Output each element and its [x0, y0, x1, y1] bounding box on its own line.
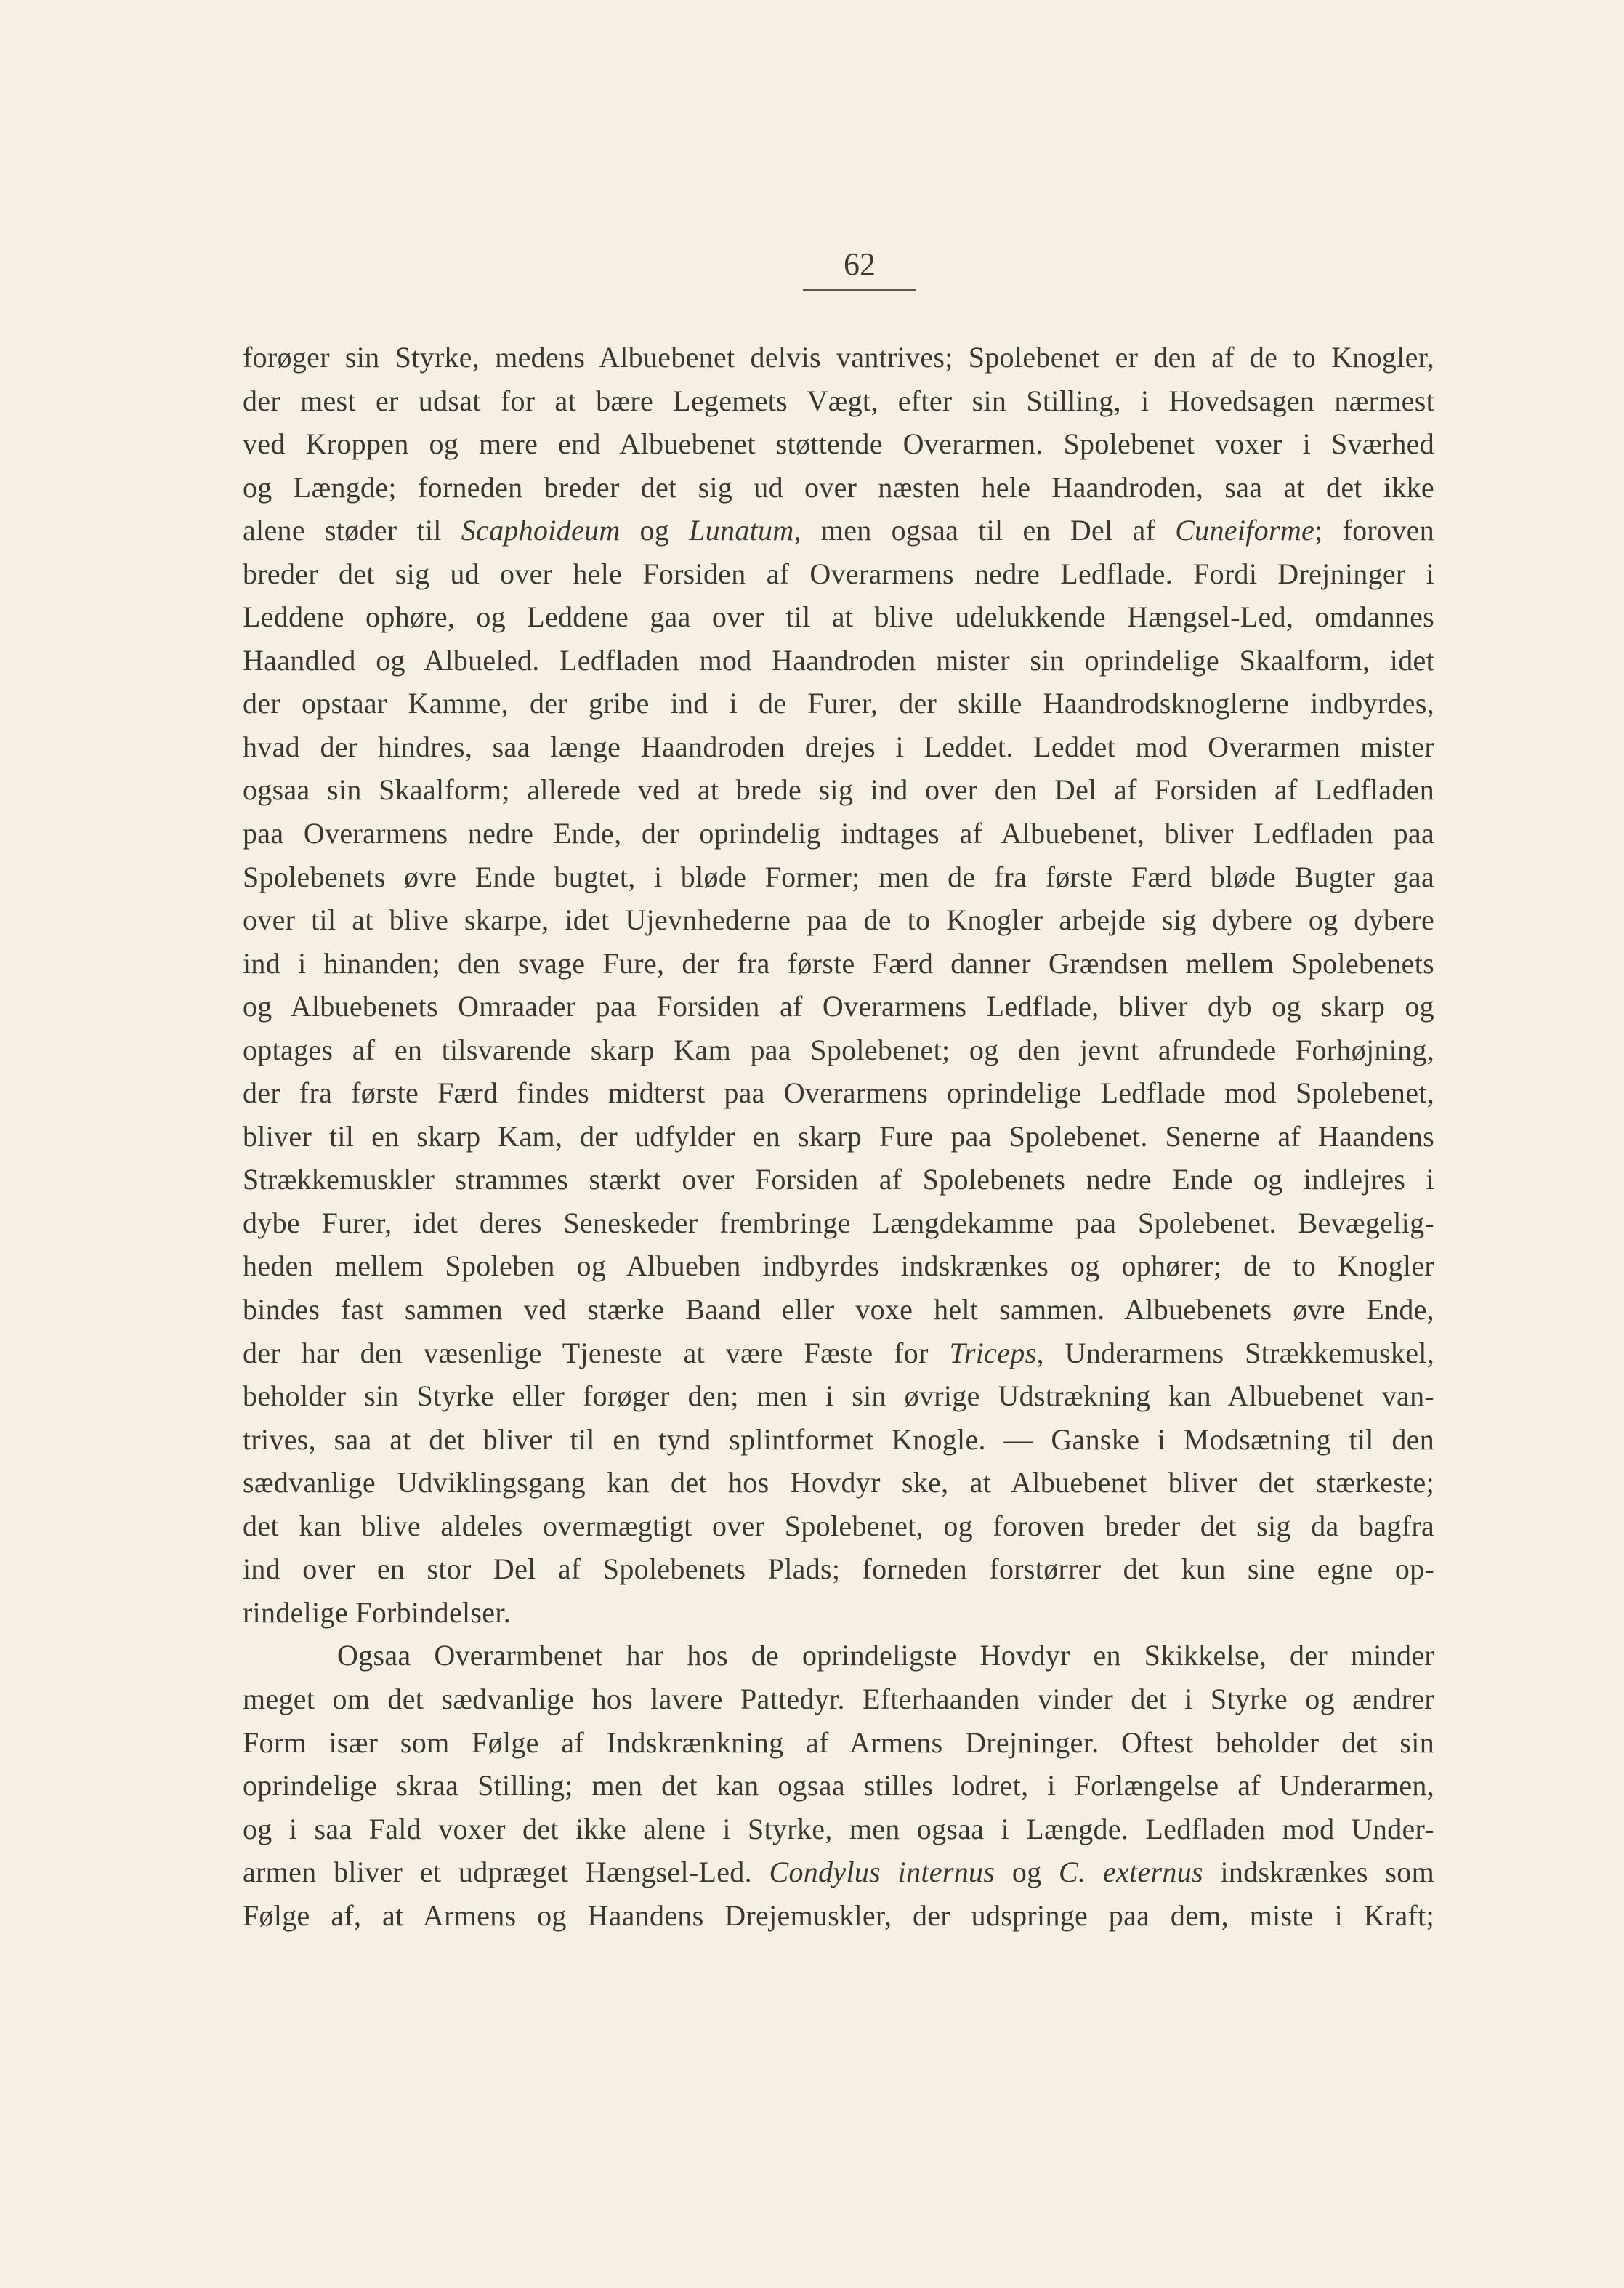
- text-line: [243, 379, 1434, 423]
- text-line: [243, 1547, 1434, 1591]
- text-line: [243, 1591, 1434, 1635]
- page-number-rule: [803, 289, 916, 291]
- text-segment: meget om det sædvanlige hos lavere Pattedyr. Efterhaanden vinder det i Styrke og ændrer: [243, 1682, 1434, 1715]
- text-line: [243, 855, 1434, 899]
- text-line: [243, 1244, 1434, 1288]
- text-segment: breder det sig ud over hele Forsiden af Overarmens nedre Ledflade. Fordi Drejninger i: [243, 557, 1434, 590]
- text-segment: Spolebenets øvre Ende bugtet, i bløde Former; men de fra første Færd bløde Bugter gaa: [243, 860, 1434, 893]
- text-line: [243, 1894, 1434, 1938]
- text-line: [243, 812, 1434, 855]
- text-segment: ind i hinanden; den svage Fure, der fra første Færd danner Grændsen mellem Spolebenets: [243, 946, 1434, 980]
- text-segment: der har den væsenlige Tjeneste at være Fæste for: [243, 1336, 950, 1369]
- text-segment: rindelige Forbindelser.: [243, 1595, 512, 1629]
- text-line: [243, 1721, 1434, 1765]
- text-segment: dybe Furer, idet deres Seneskeder frembringe Længdekamme paa Spolebenet. Bevægelig-: [243, 1206, 1434, 1239]
- text-line: [243, 1374, 1434, 1418]
- text-segment: beholder sin Styrke eller forøger den; men i sin øvrige Udstrækning kan Albuebenet van-: [243, 1379, 1434, 1413]
- text-segment: hvad der hindres, saa længe Haandroden drejes i Leddet. Leddet mod Overarmen mister: [243, 730, 1434, 763]
- text-segment: , Underarmens Strækkemuskel,: [1036, 1336, 1434, 1369]
- text-segment: armen bliver et udpræget Hængsel-Led.: [243, 1856, 769, 1889]
- text-segment: og Albuebenets Omraader paa Forsiden af Overarmens Ledflade, bliver dyb og skarp og: [243, 990, 1434, 1023]
- text-segment: der opstaar Kamme, der gribe ind i de Furer, der skille Haandrodsknoglerne indbyrdes,: [243, 687, 1434, 720]
- text-segment: ved Kroppen og mere end Albuebenet støttende Overarmen. Spolebenet voxer i Sværhed: [243, 427, 1434, 461]
- text-segment: Form især som Følge af Indskrænkning af Armens Drejninger. Oftest beholder det sin: [243, 1725, 1434, 1759]
- italic-term: C. externus: [1059, 1856, 1203, 1889]
- text-line: [243, 1634, 1434, 1677]
- text-segment: og i saa Fald voxer det ikke alene i Styrke, men ogsaa i Længde. Ledfladen mod Under-: [243, 1812, 1434, 1845]
- italic-term: Scaphoideum: [461, 514, 621, 547]
- text-segment: Strækkemuskler strammes stærkt over Forsiden af Spolebenets nedre Ende og indlejres i: [243, 1163, 1434, 1196]
- text-line: [243, 1461, 1434, 1504]
- text-line: [243, 1677, 1434, 1721]
- text-line: [243, 1332, 1434, 1375]
- text-segment: og: [620, 514, 690, 547]
- page-number: 62: [844, 246, 876, 282]
- text-segment: det kan blive aldeles overmægtigt over Spolebenet, og foroven breder det sig da bagfra: [243, 1509, 1434, 1542]
- text-segment: og Længde; forneden breder det sig ud over næsten hele Haandroden, saa at det ikke: [243, 470, 1434, 504]
- text-segment: Haandled og Albueled. Ledfladen mod Haandroden mister sin oprindelige Skaalform, idet: [243, 643, 1434, 677]
- text-segment: der fra første Færd findes midterst paa Overarmens oprindelige Ledflade mod Spolebenet,: [243, 1076, 1434, 1110]
- text-segment: bliver til en skarp Kam, der udfylder en skarp Fure paa Spolebenet. Senerne af Haandens: [243, 1119, 1434, 1153]
- text-line: [243, 1115, 1434, 1159]
- text-line: [243, 1418, 1434, 1462]
- text-segment: ; foroven: [1314, 514, 1434, 547]
- italic-term: Triceps: [949, 1336, 1037, 1369]
- text-segment: ind over en stor Del af Spolebenets Plads; forneden forstørrer det kun sine egne op-: [243, 1552, 1434, 1586]
- text-segment: alene støder til: [243, 514, 461, 547]
- text-line: [243, 1288, 1434, 1332]
- text-segment: over til at blive skarpe, idet Ujevnhederne paa de to Knogler arbejde sig dybere og dybere: [243, 903, 1434, 937]
- italic-term: Cuneiforme: [1175, 514, 1315, 547]
- text-segment: Følge af, at Armens og Haandens Drejemuskler, der udspringe paa dem, miste i Kraft;: [243, 1898, 1434, 1932]
- text-line: [243, 1028, 1434, 1072]
- text-segment: og: [995, 1856, 1059, 1889]
- text-segment: optages af en tilsvarende skarp Kam paa Spolebenet; og den jevnt afrundede Forhøjning,: [243, 1033, 1434, 1066]
- text-line: [243, 768, 1434, 812]
- text-line: [243, 422, 1434, 466]
- text-line: [243, 1504, 1434, 1548]
- body-text: [243, 336, 1434, 1937]
- text-segment: oprindelige skraa Stilling; men det kan ogsaa stilles lodret, i Forlængelse af Underarmen,: [243, 1769, 1434, 1802]
- text-segment: bindes fast sammen ved stærke Baand eller voxe helt sammen. Albuebenets øvre Ende,: [243, 1293, 1434, 1326]
- text-line: [243, 595, 1434, 639]
- text-line: [243, 682, 1434, 725]
- italic-term: Lunatum: [689, 514, 794, 547]
- text-line: [243, 942, 1434, 986]
- text-line: [243, 336, 1434, 379]
- text-segment: forøger sin Styrke, medens Albuebenet delvis vantrives; Spolebenet er den af de to Knogler,: [243, 341, 1434, 374]
- text-line: [243, 1071, 1434, 1115]
- text-line: [243, 552, 1434, 596]
- text-segment: , men ogsaa til en Del af: [793, 514, 1176, 547]
- text-line: [243, 1764, 1434, 1808]
- text-line: [243, 466, 1434, 509]
- text-segment: heden mellem Spoleben og Albueben indbyrdes indskrænkes og ophører; de to Knogler: [243, 1249, 1434, 1283]
- text-segment: Leddene ophøre, og Leddene gaa over til at blive udelukkende Hængsel-Led, omdannes: [243, 600, 1434, 634]
- text-line: [243, 985, 1434, 1028]
- text-line: [243, 898, 1434, 942]
- text-line: [243, 1808, 1434, 1851]
- text-segment: ogsaa sin Skaalform; allerede ved at brede sig ind over den Del af Forsiden af Ledfladen: [243, 773, 1434, 807]
- text-line: [243, 639, 1434, 682]
- italic-term: Condylus internus: [769, 1856, 995, 1889]
- text-segment: indskrænkes som: [1203, 1856, 1435, 1889]
- text-line: [243, 509, 1434, 552]
- text-line: [243, 725, 1434, 769]
- text-segment: Ogsaa Overarmbenet har hos de oprindeligste Hovdyr en Skikkelse, der minder: [337, 1639, 1434, 1672]
- text-segment: trives, saa at det bliver til en tynd splintformet Knogle. — Ganske i Modsætning til den: [243, 1422, 1434, 1456]
- text-line: [243, 1850, 1434, 1894]
- text-segment: sædvanlige Udviklingsgang kan det hos Hovdyr ske, at Albuebenet bliver det stærkeste;: [243, 1466, 1434, 1499]
- text-line: [243, 1201, 1434, 1245]
- text-line: [243, 1158, 1434, 1201]
- text-segment: der mest er udsat for at bære Legemets Vægt, efter sin Stilling, i Hovedsagen nærmest: [243, 384, 1434, 417]
- text-segment: paa Overarmens nedre Ende, der oprindelig indtages af Albuebenet, bliver Ledfladen paa: [243, 817, 1434, 850]
